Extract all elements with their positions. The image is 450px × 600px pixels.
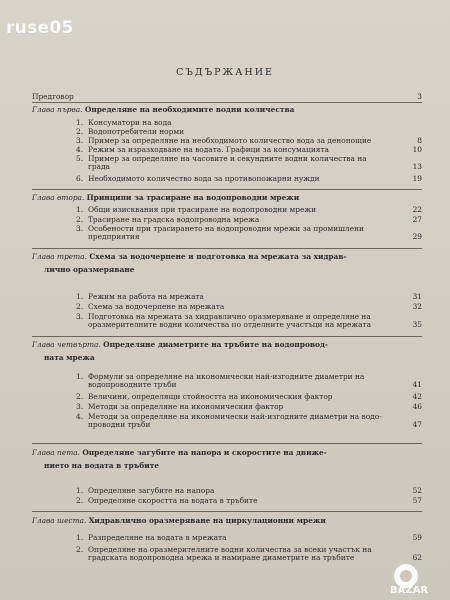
chapter-title-cont: ната мрежа — [44, 353, 95, 362]
entry-number: 2. — [76, 302, 84, 311]
chapter-title-cont: лично оразмеряване — [44, 265, 135, 274]
entry-text: Методи за определяне на икономически най-изгодните диаметри на водо- — [88, 412, 382, 421]
page-number: 32 — [412, 302, 422, 311]
entry-text: Общи изисквания при трасиране на водопроводни мрежи — [88, 205, 317, 214]
toc-entry — [76, 128, 422, 135]
chapter-rule — [32, 248, 422, 249]
chapter-title: Схема за водочерпене и подготовка на мрежата за хидрав- — [89, 252, 347, 261]
chapter-label: Глава пета. — [32, 448, 80, 457]
entry-text: Определяне скоростта на водата в тръбите — [88, 496, 258, 505]
entry-number: 1. — [76, 292, 84, 301]
entry-text: Водопотребители норми — [88, 127, 185, 136]
toc-entry-cont — [88, 554, 422, 561]
entry-text: Подготовка на мрежата за хидравлично оразмеряване и определяне на — [88, 312, 371, 321]
toc-entry — [76, 534, 422, 541]
toc-entry-cont — [88, 163, 422, 170]
page-number: 59 — [412, 533, 422, 542]
page-number: 35 — [412, 320, 422, 329]
entry-text: Режим на работа на мрежата — [88, 292, 204, 301]
chapter-rule — [32, 511, 422, 512]
chapter-label: Глава втора. — [32, 193, 85, 202]
toc-entry-cont — [88, 233, 422, 240]
toc-entry — [76, 487, 422, 494]
entry-number: 3. — [76, 136, 84, 145]
entry-text: Определяне загубите на напора — [88, 486, 215, 495]
toc-entry — [76, 175, 422, 182]
chapter-rule — [32, 189, 422, 190]
toc-entry — [76, 216, 422, 223]
entry-text-cont: проводни тръби — [88, 420, 151, 429]
entry-number: 3. — [76, 224, 84, 233]
toc-entry — [76, 403, 422, 410]
page-number: 41 — [412, 380, 422, 389]
bazar-logo — [390, 564, 444, 596]
logo-text: BAZAR — [390, 585, 429, 596]
seller-watermark: ruse05 — [6, 18, 74, 38]
toc-preface-row — [32, 93, 422, 100]
toc-entry — [76, 155, 422, 162]
page-number: 27 — [412, 215, 422, 224]
toc-entry — [76, 146, 422, 153]
page-number: 57 — [412, 496, 422, 505]
entry-number: 2. — [76, 127, 84, 136]
page-number: 13 — [412, 162, 422, 171]
entry-text: Величини, определящи стойността на икономическия фактор — [88, 392, 333, 401]
entry-number: 1. — [76, 372, 84, 381]
entry-number: 6. — [76, 174, 84, 183]
toc-entry-cont — [88, 381, 422, 388]
entry-number: 2. — [76, 496, 84, 505]
entry-text-cont: водопроводните тръби — [88, 380, 177, 389]
entry-number: 1. — [76, 486, 84, 495]
chapter-heading — [32, 517, 422, 524]
page-number: 31 — [412, 292, 422, 301]
chapter-title: Хидравлично оразмеряване на циркулационни мрежи — [88, 516, 326, 525]
chapter-title: Определяне на необходимите водни количества — [84, 105, 295, 114]
chapter-rule — [32, 102, 422, 103]
page-number: 10 — [412, 145, 422, 154]
entry-text: Пример за определяне на необходимото количество вода за денонощие — [88, 136, 372, 145]
chapter-heading — [32, 194, 422, 201]
entry-number: 4. — [76, 145, 84, 154]
chapter-label: Глава шеста. — [32, 516, 87, 525]
chapter-label: Глава четвърта. — [32, 340, 101, 349]
toc-entry — [76, 137, 422, 144]
toc-title: СЪДЪРЖАНИЕ — [176, 67, 274, 78]
entry-text: Трасиране на градска водопроводна мрежа — [88, 215, 260, 224]
toc-entry — [76, 393, 422, 400]
entry-text-cont: градската водопроводна мрежа и намиране диаметрите на тръбите — [88, 553, 355, 562]
entry-text: Схема за водочерпене на мрежата — [88, 302, 225, 311]
toc-entry-cont — [88, 321, 422, 328]
page-number: 42 — [412, 392, 422, 401]
entry-text: Пример за определяне на часовите и секундните водни количества на — [88, 154, 367, 163]
page-number: 47 — [412, 420, 422, 429]
chapter-label: Глава трета. — [32, 252, 87, 261]
page-number: 22 — [412, 205, 422, 214]
entry-number: 2. — [76, 392, 84, 401]
entry-text: Определяне на оразмерителните водни количества за всеки участък на — [88, 545, 372, 554]
chapter-title: Определяне загубите на напора и скоростите на движе- — [82, 448, 327, 457]
chapter-rule — [32, 443, 422, 444]
entry-text: Режим за изразходване на водата. Графици за консумацията — [88, 145, 329, 154]
entry-number: 2. — [76, 545, 84, 554]
toc-entry — [76, 293, 422, 300]
toc-entry — [76, 303, 422, 310]
entry-text: Необходимото количество вода за противопожарни нужди — [88, 174, 320, 183]
entry-number: 1. — [76, 205, 84, 214]
entry-number: 3. — [76, 312, 84, 321]
entry-number: 3. — [76, 402, 84, 411]
chapter-title: Принципи за трасиране на водопроводни мрежи — [86, 193, 300, 202]
page-number: 62 — [412, 553, 422, 562]
entry-number: 1. — [76, 118, 84, 127]
chapter-heading — [32, 106, 422, 113]
toc-entry — [76, 119, 422, 126]
entry-text-cont: оразмерителните водни количества по отделните участъци на мрежата — [88, 320, 372, 329]
chapter-heading — [32, 449, 422, 456]
entry-text: Особености при трасирането на водопроводни мрежи за промишлени — [88, 224, 364, 233]
entry-text-cont: предприятия — [88, 232, 140, 241]
entry-text: Формули за определяне на икономически най-изгодните диаметри на — [88, 372, 365, 381]
page-number: 8 — [417, 136, 422, 145]
entry-text: Методи за определяне на икономическия фактор — [88, 402, 284, 411]
entry-text: Разпределяне на водата в мрежата — [88, 533, 227, 542]
entry-number: 2. — [76, 215, 84, 224]
chapter-heading — [32, 341, 422, 348]
page-number: 52 — [412, 486, 422, 495]
preface-label: Предговор — [32, 92, 74, 101]
entry-text-cont: града — [88, 162, 110, 171]
page-number: 29 — [412, 232, 422, 241]
entry-number: 4. — [76, 412, 84, 421]
page-number: 19 — [412, 174, 422, 183]
chapter-rule — [32, 336, 422, 337]
toc-entry-cont — [88, 421, 422, 428]
entry-text: Консуматори на вода — [88, 118, 172, 127]
chapter-title-cont: нието на водата в тръбите — [44, 461, 159, 470]
page-number: 46 — [412, 402, 422, 411]
entry-number: 1. — [76, 533, 84, 542]
chapter-label: Глава първа. — [32, 105, 83, 114]
chapter-heading — [32, 253, 422, 260]
toc-entry — [76, 497, 422, 504]
toc-entry — [76, 206, 422, 213]
chapter-title: Определяне диаметрите на тръбите на водопровод- — [103, 340, 328, 349]
entry-number: 5. — [76, 154, 84, 163]
page-number: 3 — [417, 92, 422, 101]
